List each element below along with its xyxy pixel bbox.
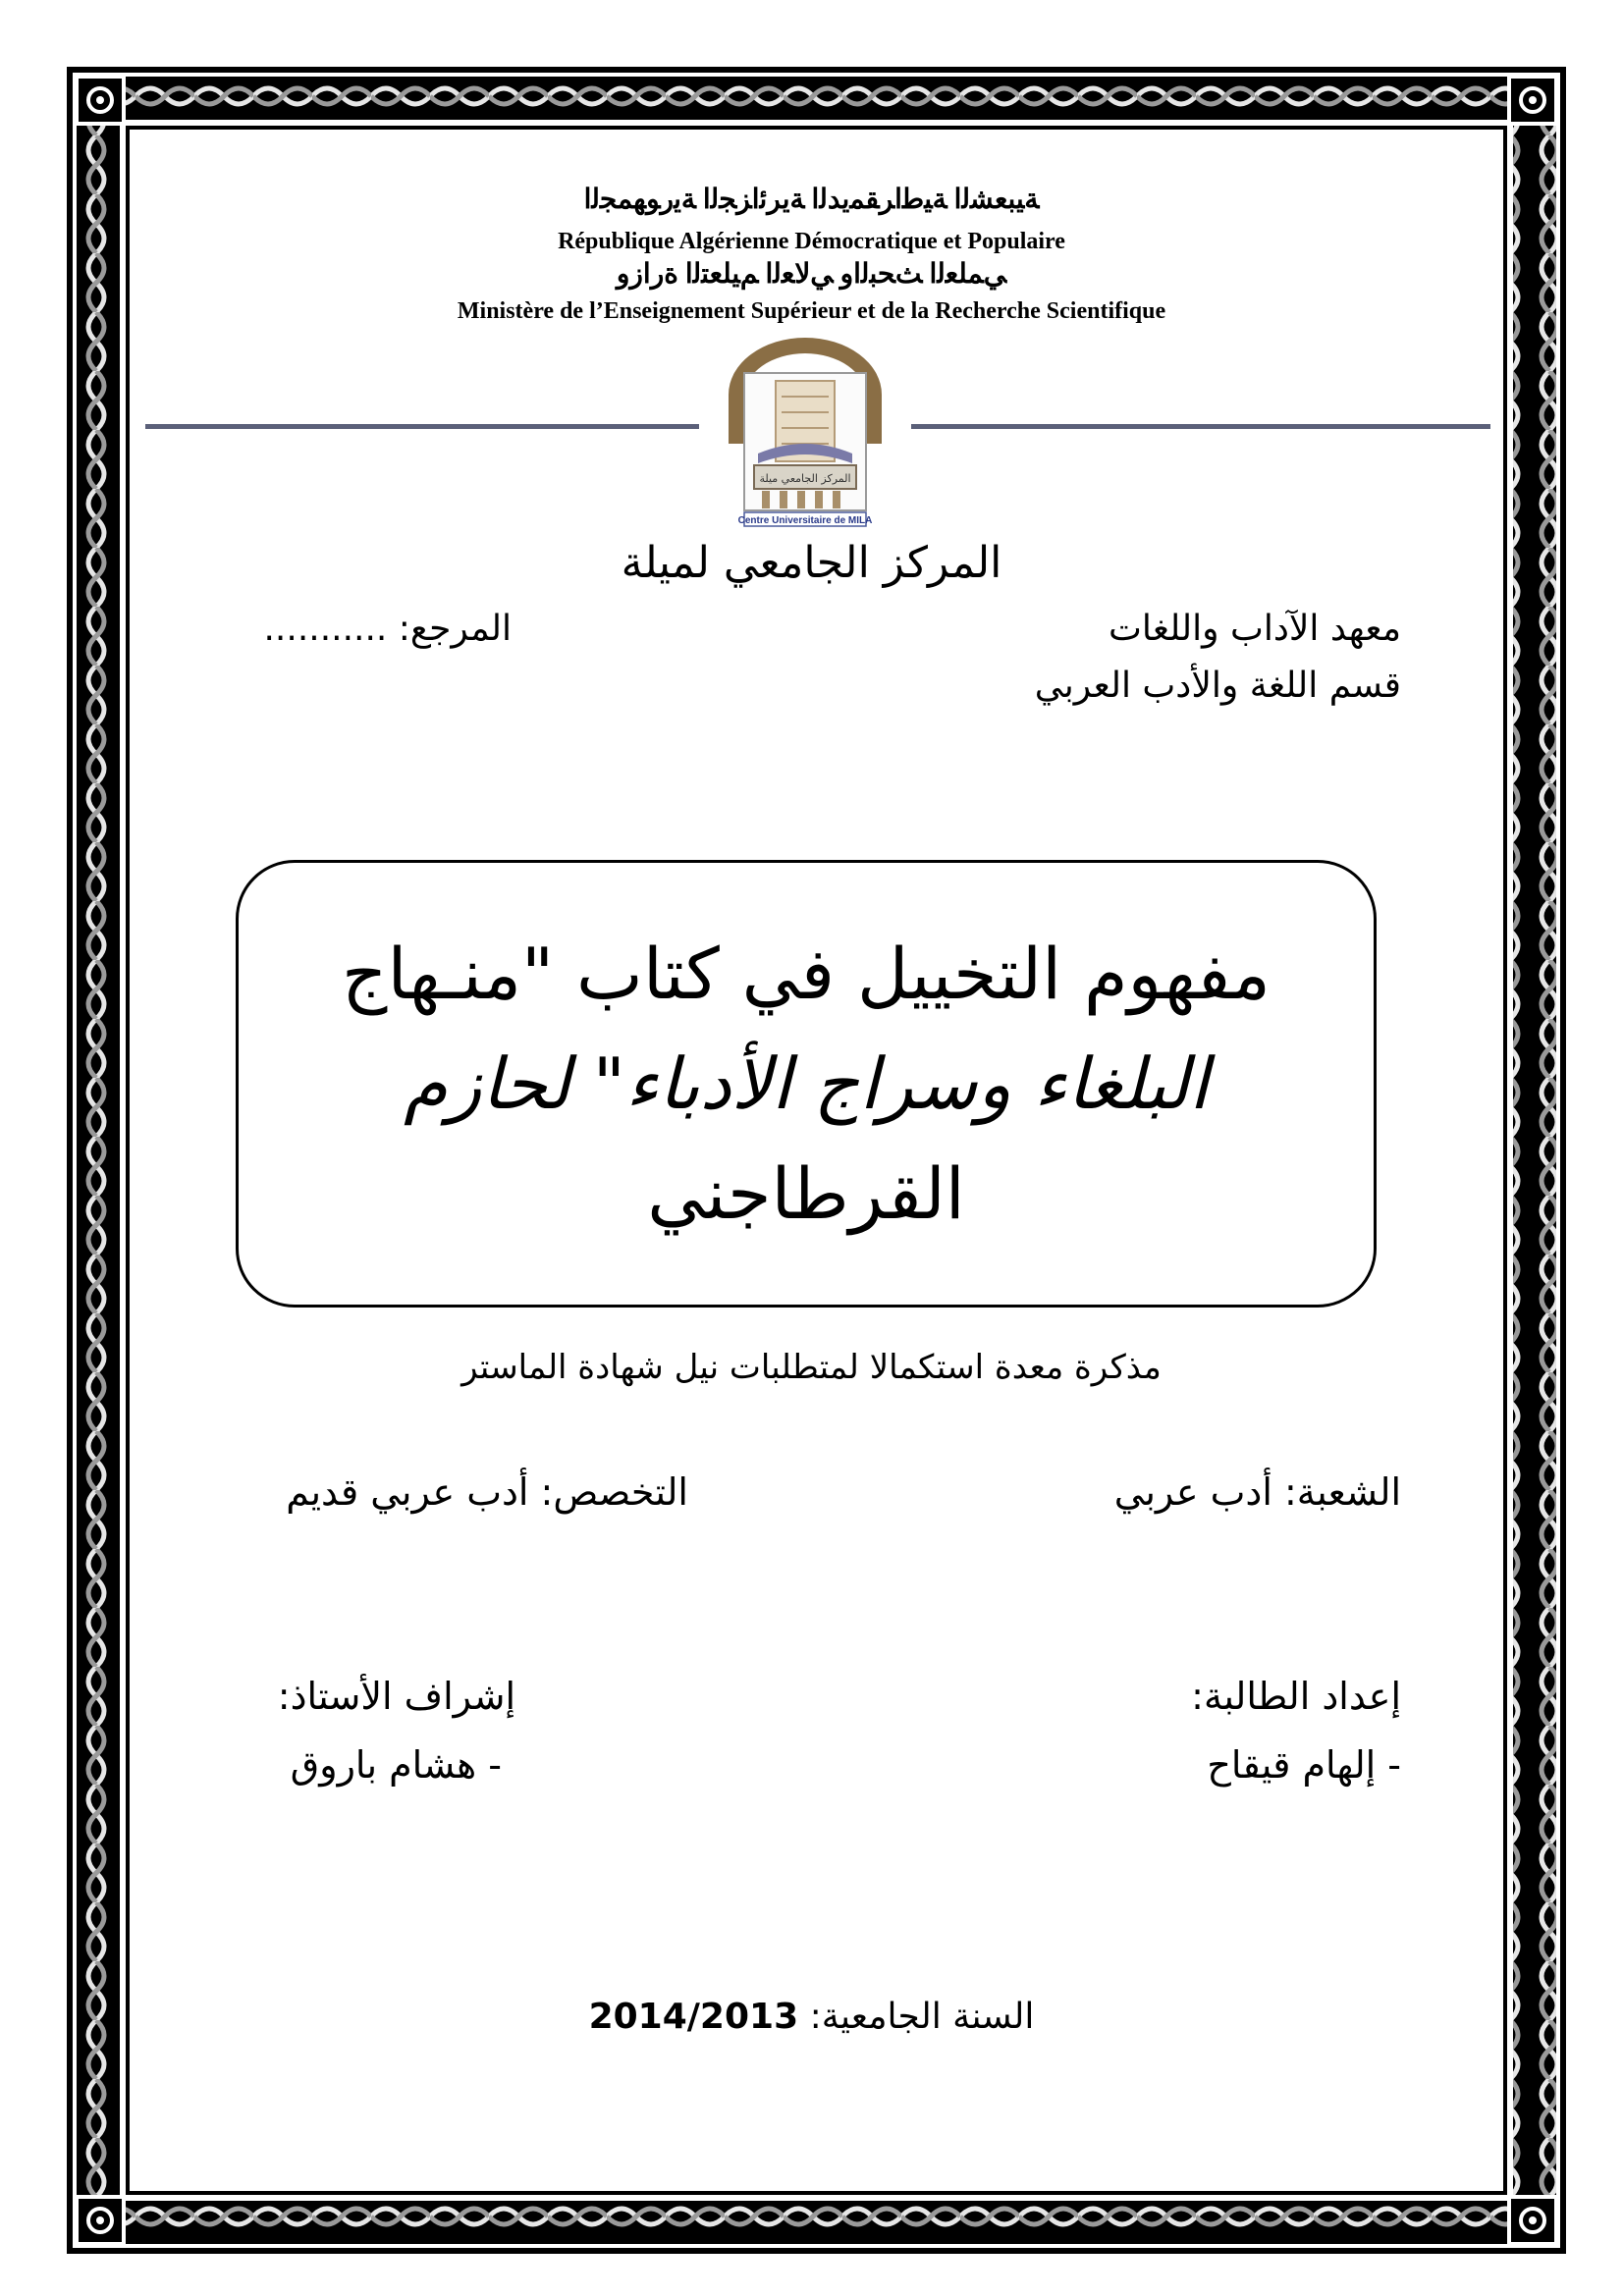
academic-year — [0, 1997, 1623, 2037]
branch-field: الشعبة: أدب عربي — [1113, 1470, 1401, 1514]
thesis-title-line-1: مفهوم التخييل في كتاب "منـهاج — [342, 933, 1271, 1015]
thesis-subtitle: مذكرة معدة استكمالا لمتطلبات نيل شهادة الماستر — [461, 1348, 1162, 1387]
header-rule-right — [911, 424, 1490, 429]
academic-year-value: 2014/2013 — [588, 1997, 799, 2037]
thesis-title-box — [236, 860, 1377, 1308]
department-name: قسم اللغة والأدب العربي — [1034, 666, 1401, 706]
logo-caption: Centre Universitaire de MILA — [737, 515, 873, 526]
ministry-arabic-header: ﻲﻤﻠﻌﻟا ﺚﺤﺒﻟاو ﻲﻟﺎﻌﻟا ﻢﻴﻠﻌﺘﻟا ةرازو — [616, 259, 1007, 290]
logo-sign-text: المركز الجامعي ميلة — [759, 472, 851, 485]
specialty-field: التخصص: أدب عربي قديم — [286, 1470, 688, 1514]
supervision-label: إشراف الأستاذ: — [277, 1675, 515, 1718]
ministry-french-header: Ministère de l’Enseignement Supérieur et de la Recherche Scientifique — [457, 298, 1166, 324]
thesis-title — [276, 919, 1336, 1249]
university-logo — [715, 336, 895, 528]
student-name: - إلهام قيقاح — [1207, 1743, 1401, 1787]
republic-french-header: République Algérienne Démocratique et Populaire — [558, 229, 1065, 254]
reference-field: المرجع: ........... — [263, 609, 512, 649]
republic-arabic-header: ﺔﻴﺒﻌﺸﻟا ﺔﻴﻃاﺮﻘﻤﻳﺪﻟا ﺔﻳﺮﺋاﺰﺠﻟا ﺔﻳرﻮﻬﻤﺠﻟا — [583, 185, 1040, 215]
supervisor-name: - هشام باروق — [290, 1743, 502, 1787]
institute-name: معهد الآداب واللغات — [1109, 609, 1401, 649]
prepared-by-label: إعداد الطالبة: — [1191, 1675, 1401, 1718]
academic-year-label: السنة الجامعية: — [809, 1997, 1035, 2037]
header-rule-left — [145, 424, 699, 429]
university-center-name: المركز الجامعي لميلة — [621, 538, 1002, 588]
thesis-title-line-3: القرطاجني — [647, 1152, 965, 1235]
thesis-title-line-2: البلغاء وسراج الأدباء" لحازم — [404, 1042, 1209, 1125]
